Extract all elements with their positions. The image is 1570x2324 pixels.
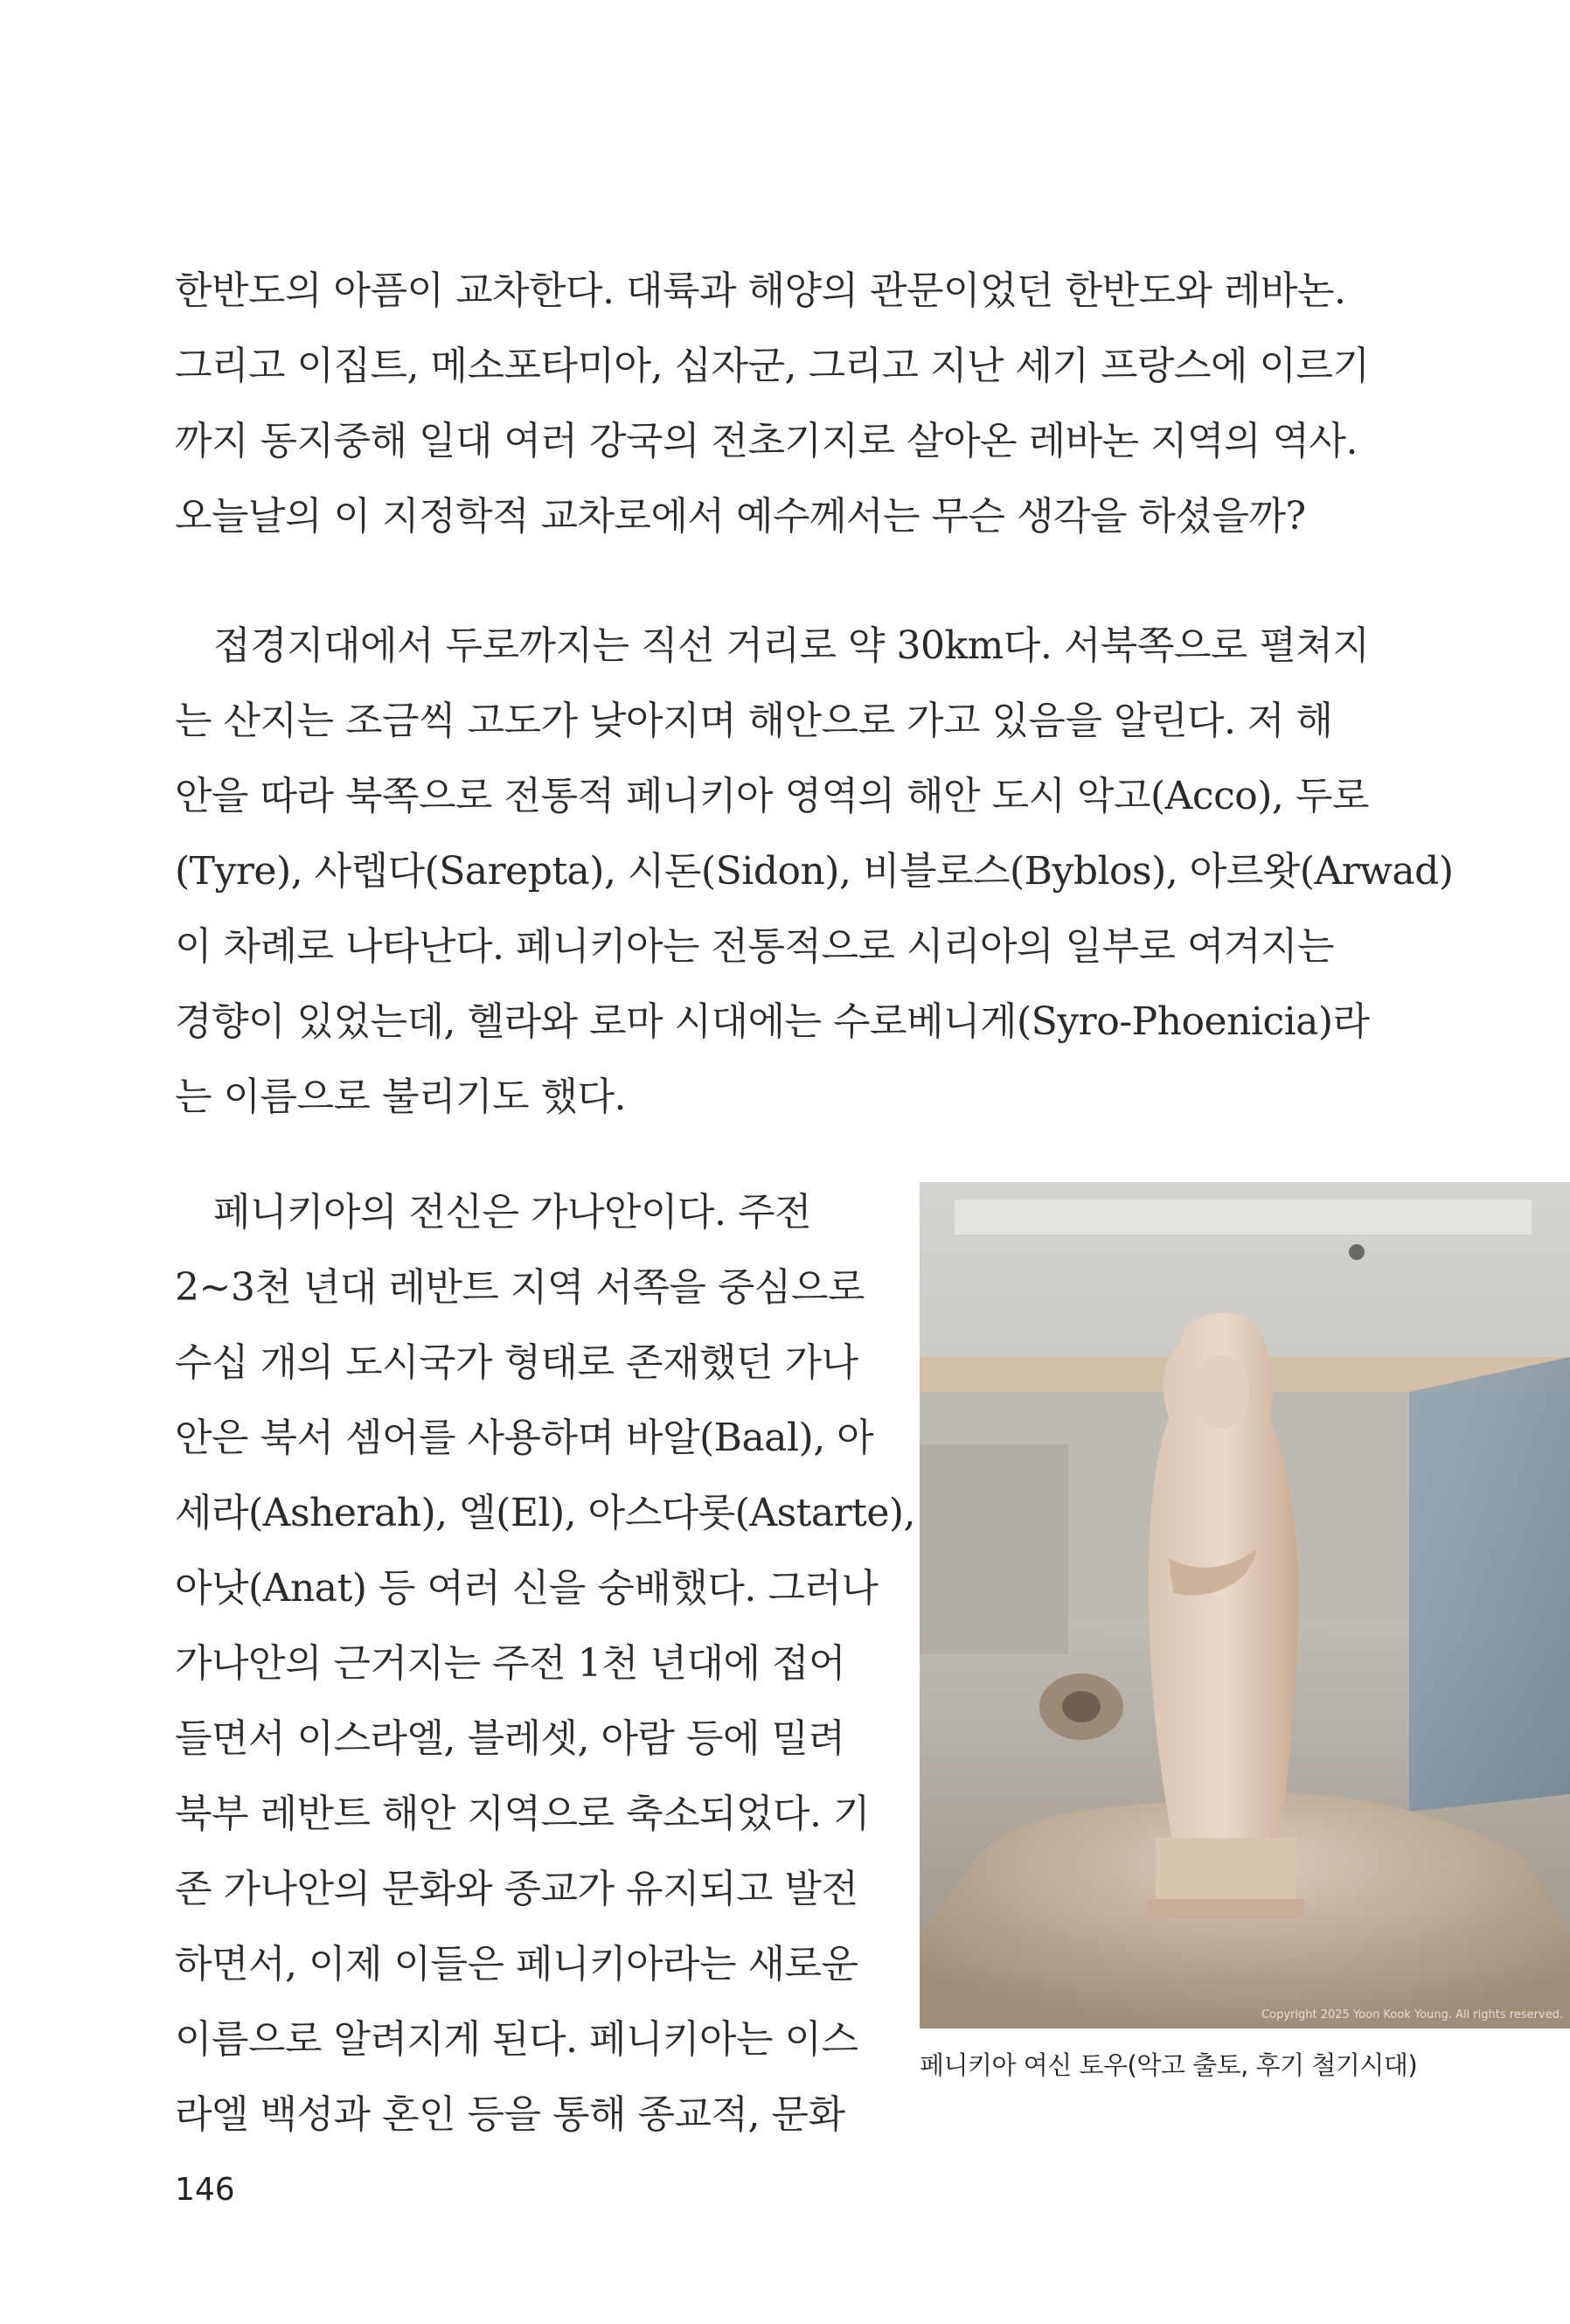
museum-scene-illustration — [920, 1182, 1570, 2028]
text-line: 존 가나안의 문화와 종교가 유지되고 발전 — [175, 1867, 858, 1911]
text-line: 접경지대에서 두로까지는 직선 거리로 약 30km다. 서북쪽으로 펼쳐지 — [213, 623, 1370, 668]
text-line: 하면서, 이제 이들은 페니키아라는 새로운 — [175, 1942, 858, 1987]
text-line: 라엘 백성과 혼인 등을 통해 종교적, 문화 — [175, 2092, 845, 2137]
text-line: 오늘날의 이 지정학적 교차로에서 예수께서는 무슨 생각을 하셨을까? — [175, 494, 1306, 539]
text-line: 페니키아의 전신은 가나안이다. 주전 — [213, 1190, 812, 1235]
text-line: 안을 따라 북쪽으로 전통적 페니키아 영역의 해안 도시 악고(Acco), 두로 — [175, 774, 1369, 818]
text-line: 아낫(Anat) 등 여러 신을 숭배했다. 그러나 — [175, 1566, 879, 1611]
text-line: 경향이 있었는데, 헬라와 로마 시대에는 수로베니게(Syro-Phoenicia)라 — [175, 999, 1370, 1044]
text-line: 북부 레반트 해안 지역으로 축소되었다. 기 — [175, 1792, 870, 1836]
page-number: 146 — [175, 2172, 235, 2208]
text-line: 2~3천 년대 레반트 지역 서쪽을 중심으로 — [175, 1265, 865, 1310]
figure-caption: 페니키아 여신 토우(악고 출토, 후기 철기시대) — [920, 2050, 1418, 2080]
figurine-photo — [920, 1182, 1570, 2028]
text-line: 세라(Asherah), 엘(El), 아스다롯(Astarte), — [175, 1491, 916, 1535]
text-line: 안은 북서 셈어를 사용하며 바알(Baal), 아 — [175, 1416, 874, 1460]
text-line: 이 차례로 나타난다. 페니키아는 전통적으로 시리아의 일부로 여겨지는 — [175, 924, 1335, 969]
text-line: 까지 동지중해 일대 여러 강국의 전초기지로 살아온 레바논 지역의 역사. — [175, 419, 1358, 463]
text-line: 이름으로 알려지게 된다. 페니키아는 이스 — [175, 2017, 858, 2062]
text-line: 그리고 이집트, 메소포타미아, 십자군, 그리고 지난 세기 프랑스에 이르기 — [175, 344, 1370, 388]
text-line: 는 산지는 조금씩 고도가 낮아지며 해안으로 가고 있음을 알린다. 저 해 — [175, 699, 1333, 743]
text-line: 가나안의 근거지는 주전 1천 년대에 접어 — [175, 1641, 845, 1686]
text-line: 들면서 이스라엘, 블레셋, 아람 등에 밀려 — [175, 1716, 845, 1761]
text-line: (Tyre), 사렙다(Sarepta), 시돈(Sidon), 비블로스(Byblos), 아르왓(Arwad) — [175, 849, 1454, 894]
text-line: 수십 개의 도시국가 형태로 존재했던 가나 — [175, 1340, 858, 1385]
text-line: 는 이름으로 불리기도 했다. — [175, 1075, 626, 1119]
text-line: 한반도의 아픔이 교차한다. 대륙과 해양의 관문이었던 한반도와 레바논. — [175, 268, 1346, 313]
photo-watermark: Copyright 2025 Yoon Kook Young. All rights reserved. — [1261, 2008, 1563, 2021]
